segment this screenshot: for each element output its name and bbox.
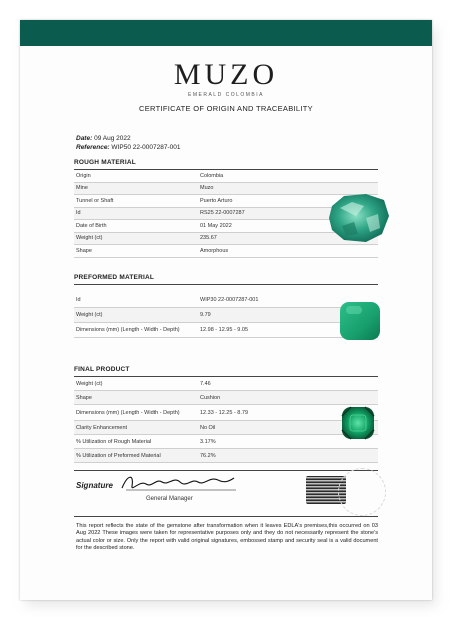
preformed-material-heading: PREFORMED MATERIAL xyxy=(74,274,378,285)
embossed-stamp xyxy=(338,468,386,516)
footer-divider xyxy=(74,516,378,517)
signature-role: General Manager xyxy=(146,496,193,502)
row-label: Date of Birth xyxy=(76,222,107,229)
brand-subtitle: EMERALD COLOMBIA xyxy=(188,92,264,98)
reference-value: WIP50 22-0007287-001 xyxy=(111,144,181,151)
row-value: No Oil xyxy=(200,424,216,431)
rough-emerald-icon xyxy=(326,190,392,246)
preformed-material-table xyxy=(74,293,378,338)
final-product-section xyxy=(74,366,378,463)
row-value: 9.79 xyxy=(200,312,211,318)
table-row xyxy=(74,405,378,421)
reference-line xyxy=(76,144,180,151)
handwritten-signature xyxy=(118,470,238,496)
row-value: WIP30 22-0007287-001 xyxy=(200,297,259,303)
row-label: Shape xyxy=(76,247,92,254)
row-label: % Utilization of Rough Material xyxy=(76,438,152,445)
row-label: Id xyxy=(76,297,81,303)
row-label: Dimensions (mm) (Length - Width - Depth) xyxy=(76,327,180,333)
preformed-material-section xyxy=(74,274,378,338)
row-value: RS25 22-0007287 xyxy=(200,210,245,217)
date-line xyxy=(76,135,131,142)
row-value: 01 May 2022 xyxy=(200,222,232,229)
brand-logo: MUZO xyxy=(173,58,279,91)
cut-emerald-icon xyxy=(340,405,376,441)
table-row xyxy=(74,245,378,258)
row-value: 76.2% xyxy=(200,452,216,459)
table-row xyxy=(74,377,378,391)
date-label: Date: xyxy=(76,135,93,142)
final-product-table xyxy=(74,377,378,463)
signature-label: Signature xyxy=(76,481,113,490)
row-value: 3.17% xyxy=(200,438,216,445)
footer-disclaimer: This report reflects the state of the gemstone after transformation when it leaves EDLA's premises,this occurred on 03 Aug 2022 These images were taken for representative purposes only and they do not necessarily represent the stone's actual color or size. Only the report with valid original signatures, embossed stamp and security seal is a valid document for the described stone. xyxy=(76,523,378,552)
row-label: Shape xyxy=(76,394,92,401)
row-label: Clarity Enhancement xyxy=(76,424,128,431)
certificate-title: CERTIFICATE OF ORIGIN AND TRACEABILITY xyxy=(139,104,313,113)
row-label: Dimensions (mm) (Length - Width - Depth) xyxy=(76,409,180,416)
row-label: Weight (ct) xyxy=(76,235,103,242)
row-label: Weight (ct) xyxy=(76,312,103,318)
row-label: Id xyxy=(76,210,81,217)
row-label: Origin xyxy=(76,172,91,179)
row-label: % Utilization of Preformed Material xyxy=(76,452,161,459)
reference-label: Reference: xyxy=(76,144,110,151)
row-value: 7.46 xyxy=(200,380,211,387)
row-value: Muzo xyxy=(200,185,214,192)
header-band xyxy=(20,20,432,46)
rough-material-heading: ROUGH MATERIAL xyxy=(74,159,378,170)
row-value: 12.33 - 12.25 - 8.79 xyxy=(200,409,249,416)
table-row xyxy=(74,308,378,323)
date-value: 09 Aug 2022 xyxy=(94,135,131,142)
row-value: Amorphous xyxy=(200,247,229,254)
table-row xyxy=(74,323,378,338)
row-value: Colombia xyxy=(200,172,224,179)
table-row xyxy=(74,170,378,183)
row-value: 12.98 - 12.95 - 9.05 xyxy=(200,327,249,333)
row-label: Tunnel or Shaft xyxy=(76,197,114,204)
table-row xyxy=(74,421,378,435)
table-row xyxy=(74,293,378,308)
row-label: Mine xyxy=(76,185,88,192)
row-value: 235.67 xyxy=(200,235,217,242)
table-row xyxy=(74,435,378,449)
final-product-heading: FINAL PRODUCT xyxy=(74,366,378,377)
table-row xyxy=(74,391,378,405)
preformed-emerald-icon xyxy=(338,300,382,342)
certificate-page xyxy=(20,20,432,600)
table-row xyxy=(74,449,378,463)
row-value: Puerto Arturo xyxy=(200,197,233,204)
row-value: Cushion xyxy=(200,394,221,401)
row-label: Weight (ct) xyxy=(76,380,103,387)
